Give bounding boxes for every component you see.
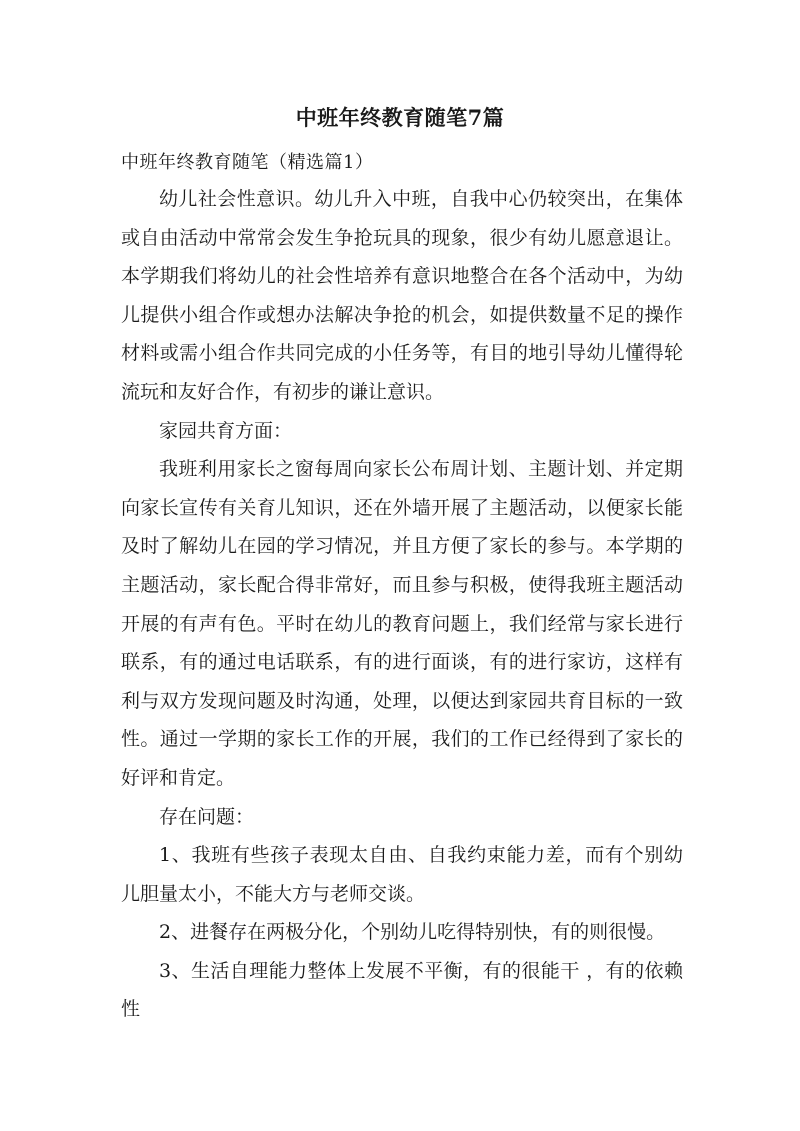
document-body [121,180,683,1029]
section-subtitle: 中班年终教育随笔（精选篇1） [121,152,374,173]
list-item-problem-3: 3、生活自理能力整体上发展不平衡，有的很能干 ，有的依赖性 [121,959,683,1021]
paragraph-social-awareness: 幼儿社会性意识。幼儿升入中班，自我中心仍较突出，在集体或自由活动中常常会发生争抢玩具的现象，很少有幼儿愿意退让。本学期我们将幼儿的社会性培养有意识地整合在各个活动中，为幼儿提供小组合作或想办法解决争抢的机会，如提供数量不足的操作材料或需小组合作共同完成的小任务等，有目的地引导幼儿懂得轮流玩和友好合作，有初步的谦让意识。 [121,188,683,403]
list-item-problem-2: 2、进餐存在两极分化，个别幼儿吃得特别快，有的则很慢。 [159,921,666,944]
list-item-problem-1: 1、我班有些孩子表现太自由、自我约束能力差，而有个别幼儿胆量太小，不能大方与老师交谈。 [121,844,683,905]
document-title: 中班年终教育随笔7篇 [295,105,505,130]
heading-problems: 存在问题： [159,805,255,828]
heading-home-school: 家园共育方面： [159,419,293,442]
paragraph-home-school: 我班利用家长之窗每周向家长公布周计划、主题计划、并定期向家长宣传有关育儿知识，还在外墙开展了主题活动，以便家长能及时了解幼儿在园的学习情况，并且方便了家长的参与。本学期的主题活动，家长配合得非常好，而且参与积极，使得我班主题活动开展的有声有色。平时在幼儿的教育问题上，我们经常与家长进行联系，有的通过电话联系，有的进行面谈，有的进行家访，这样有利与双方发现问题及时沟通，处理，以便达到家园共育目标的一致性。通过一学期的家长工作的开展，我们的工作已经得到了家长的好评和肯定。 [121,458,683,789]
